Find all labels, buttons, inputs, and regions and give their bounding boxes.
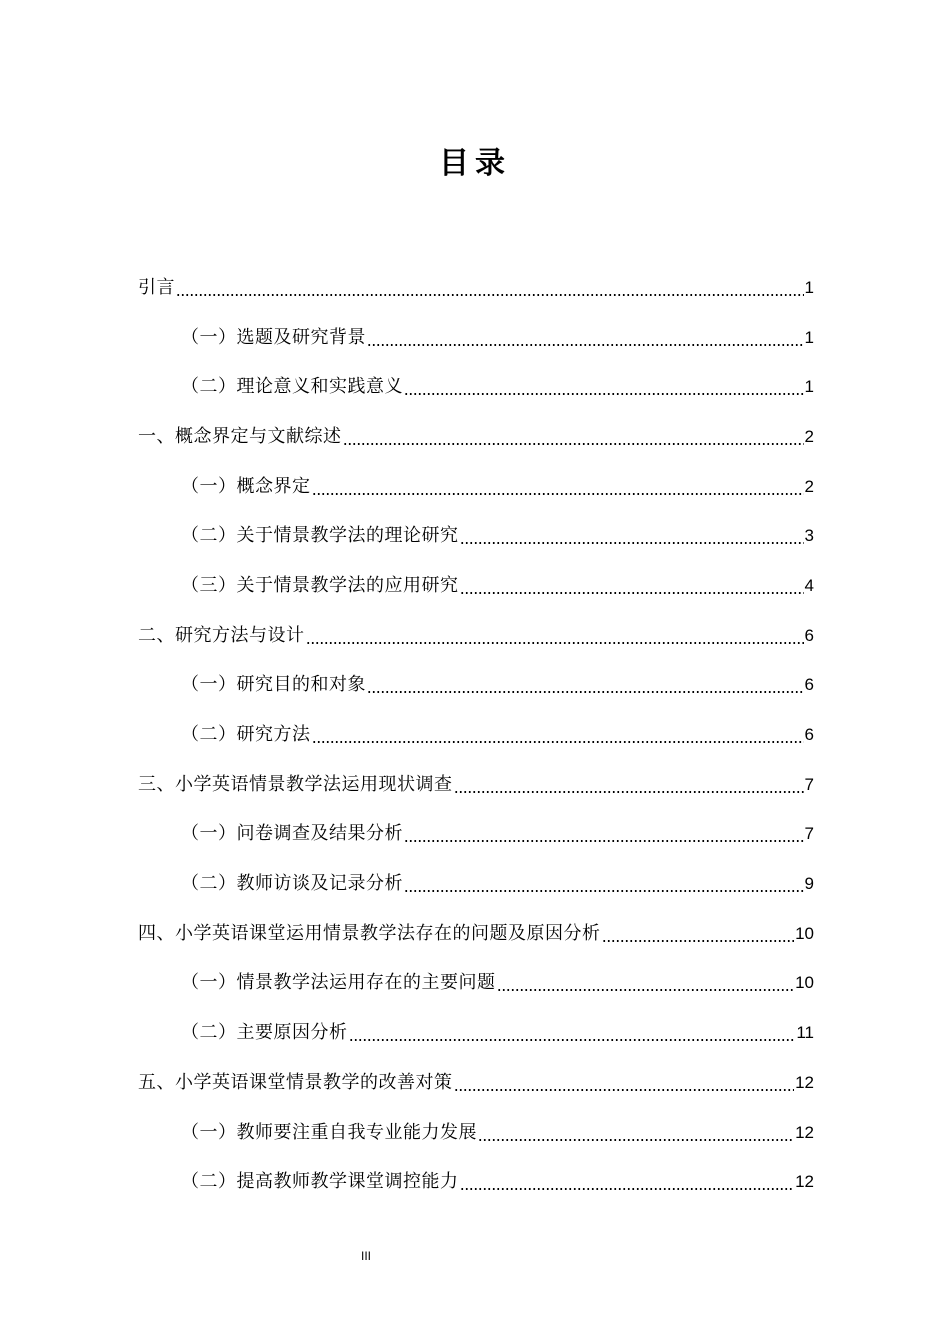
toc-entry-title: （二）理论意义和实践意义: [181, 376, 403, 398]
toc-dot-leader: [367, 326, 804, 350]
toc-dot-leader: [404, 822, 804, 846]
toc-dot-leader: [460, 1170, 795, 1194]
toc-entry-title: （二）主要原因分析: [181, 1022, 348, 1044]
toc-entry[interactable]: [138, 1157, 814, 1207]
toc-entry[interactable]: [138, 263, 814, 313]
toc-entry-page: 9: [804, 874, 814, 894]
toc-entry[interactable]: [138, 1058, 814, 1108]
toc-dot-leader: [176, 276, 804, 300]
toc-entry-page: 4: [804, 575, 814, 595]
toc-entry[interactable]: [138, 710, 814, 760]
toc-entry[interactable]: [138, 462, 814, 512]
toc-dot-leader: [497, 971, 795, 995]
toc-entry-page: 12: [795, 1172, 814, 1192]
toc-entry-page: 1: [804, 277, 814, 297]
toc-entry[interactable]: [138, 511, 814, 561]
toc-entry[interactable]: [138, 313, 814, 363]
toc-entry-title: （一）选题及研究背景: [181, 326, 366, 348]
toc-entry[interactable]: [138, 362, 814, 412]
toc-dot-leader: [454, 1071, 795, 1095]
toc-entry-page: 7: [804, 774, 814, 794]
toc-dot-leader: [460, 524, 804, 548]
toc-entry[interactable]: [138, 909, 814, 959]
toc-entry-title: （一）问卷调查及结果分析: [181, 823, 403, 845]
toc-dot-leader: [312, 723, 804, 747]
toc-entry-title: 四、小学英语课堂运用情景教学法存在的问题及原因分析: [138, 922, 601, 944]
toc-entry-page: 10: [795, 973, 814, 993]
toc-entry-page: 2: [804, 476, 814, 496]
toc-dot-leader: [367, 673, 804, 697]
toc-dot-leader: [602, 922, 795, 946]
toc-entry-page: 7: [804, 824, 814, 844]
toc-entry-title: （二）关于情景教学法的理论研究: [181, 525, 459, 547]
toc-entry-page: 3: [804, 526, 814, 546]
toc-entry[interactable]: [138, 1108, 814, 1158]
toc-entry-title: （二）提高教师教学课堂调控能力: [181, 1171, 459, 1193]
toc-entry[interactable]: [138, 859, 814, 909]
toc-entry-page: 10: [795, 923, 814, 943]
toc-entry-title: 一、概念界定与文献综述: [138, 425, 342, 447]
toc-dot-leader: [478, 1121, 794, 1145]
toc-entry-page: 12: [795, 1072, 814, 1092]
toc-entry[interactable]: [138, 760, 814, 810]
toc-entry[interactable]: [138, 611, 814, 661]
toc-entry-title: （一）情景教学法运用存在的主要问题: [181, 972, 496, 994]
toc-dot-leader: [460, 574, 804, 598]
toc-dot-leader: [312, 475, 804, 499]
toc-dot-leader: [454, 773, 804, 797]
toc-entry-page: 6: [804, 675, 814, 695]
toc-entry-title: （一）研究目的和对象: [181, 674, 366, 696]
page-number: III: [360, 1249, 371, 1263]
toc-entry[interactable]: [138, 1008, 814, 1058]
page-title: 目录: [439, 146, 511, 181]
toc-entry-title: （二）教师访谈及记录分析: [181, 873, 403, 895]
toc-entry-page: 12: [795, 1122, 814, 1142]
toc-entry-title: 三、小学英语情景教学法运用现状调查: [138, 773, 453, 795]
toc-entry-title: （三）关于情景教学法的应用研究: [181, 574, 459, 596]
toc-entry[interactable]: [138, 959, 814, 1009]
toc-entry[interactable]: [138, 412, 814, 462]
toc-entry[interactable]: [138, 810, 814, 860]
table-of-contents: [138, 263, 814, 1207]
toc-entry-title: （一）教师要注重自我专业能力发展: [181, 1121, 477, 1143]
toc-entry-title: 五、小学英语课堂情景教学的改善对策: [138, 1071, 453, 1093]
toc-entry-page: 2: [804, 426, 814, 446]
toc-dot-leader: [343, 425, 804, 449]
toc-entry[interactable]: [138, 561, 814, 611]
toc-entry-page: 1: [804, 377, 814, 397]
toc-dot-leader: [306, 624, 804, 648]
toc-entry-page: 6: [804, 625, 814, 645]
toc-entry[interactable]: [138, 661, 814, 711]
toc-entry-page: 6: [804, 725, 814, 745]
toc-entry-title: （二）研究方法: [181, 724, 311, 746]
toc-dot-leader: [404, 872, 804, 896]
toc-entry-title: 二、研究方法与设计: [138, 624, 305, 646]
toc-entry-page: 1: [804, 327, 814, 347]
toc-dot-leader: [404, 375, 804, 399]
toc-entry-title: （一）概念界定: [181, 475, 311, 497]
toc-entry-page: 11: [796, 1023, 814, 1043]
toc-entry-title: 引言: [138, 276, 175, 298]
toc-dot-leader: [349, 1021, 796, 1045]
